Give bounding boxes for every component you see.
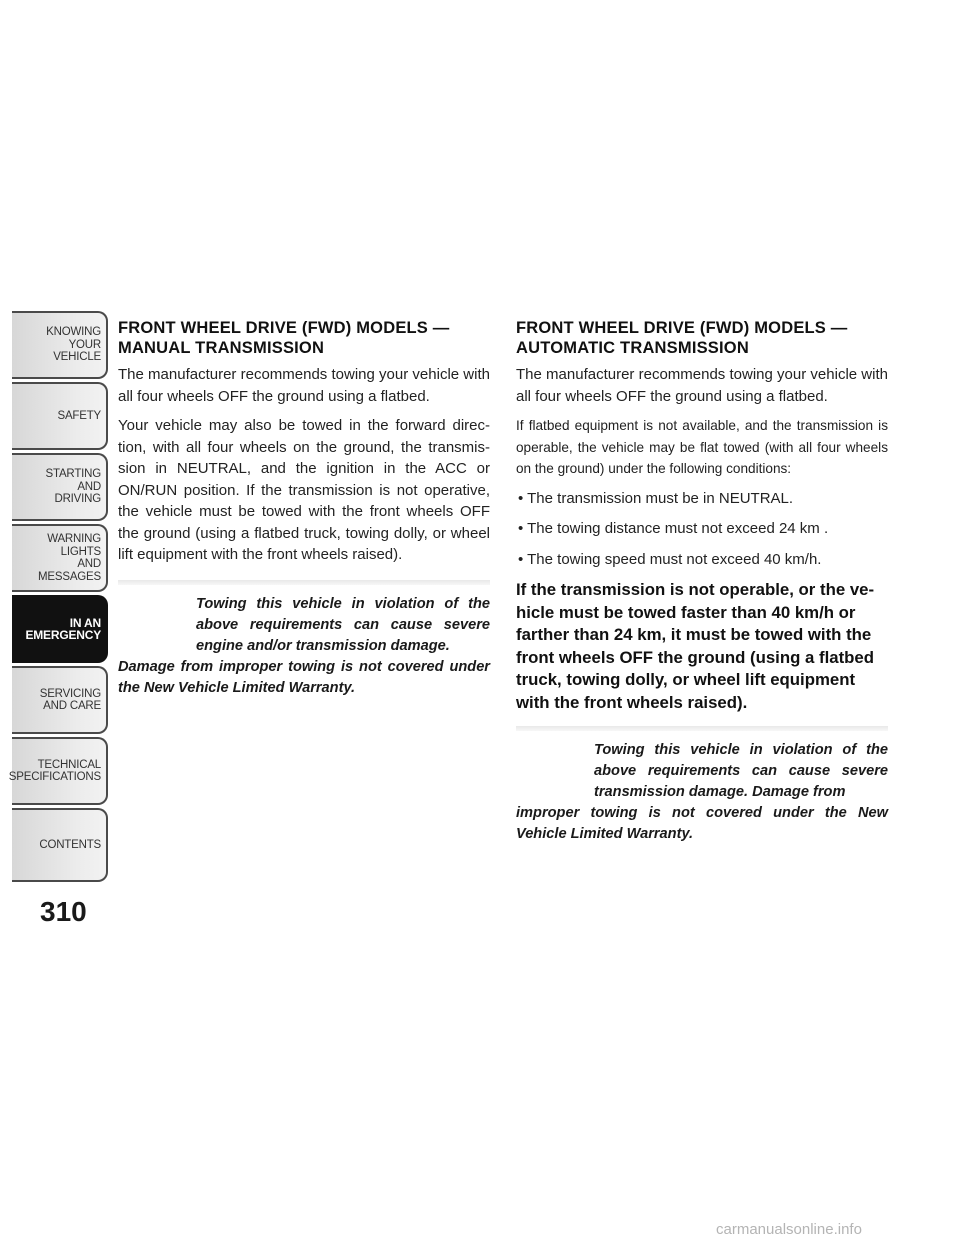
tab-servicing-and-care[interactable]	[12, 666, 108, 734]
warning-text	[118, 594, 490, 699]
right-column	[516, 318, 888, 845]
body-paragraph: The manufacturer recommends towing your vehicle with all four wheels OFF the ground using a flatbed.	[118, 366, 490, 405]
warning-lead: Towing this vehicle in violation of the above requirements can cause severe transmission damage. Damage from	[594, 742, 888, 800]
body-paragraph: If flatbed equipment is not available, and the transmission is operable, the vehicle may be flat towed (with all four wheels on the ground) under the following conditions:	[516, 418, 888, 476]
tab-knowing-your-vehicle[interactable]	[12, 311, 108, 379]
body-paragraph: The manufacturer recommends towing your vehicle with all four wheels OFF the ground using a flatbed.	[516, 366, 888, 405]
warning-rest: improper towing is not covered under the New Vehicle Limited Warranty.	[516, 805, 888, 842]
tab-label: STARTING AND DRIVING	[45, 468, 101, 506]
tab-label: SERVICING AND CARE	[39, 687, 101, 712]
tab-safety[interactable]	[12, 382, 108, 450]
section-heading: FRONT WHEEL DRIVE (FWD) MODELS — MANUAL TRANSMISSION	[118, 319, 450, 357]
tab-label: SAFETY	[57, 409, 101, 422]
warning-bar	[516, 726, 888, 731]
list-item: • The towing speed must not exceed 40 km/h.	[518, 550, 822, 568]
section-heading: FRONT WHEEL DRIVE (FWD) MODELS — AUTOMATIC TRANSMISSION	[516, 319, 848, 357]
list-item: • The towing distance must not exceed 24 km .	[518, 520, 829, 537]
warning-text	[516, 740, 888, 845]
tab-in-an-emergency[interactable]	[12, 595, 108, 663]
tab-technical-specifications[interactable]	[8, 737, 108, 805]
warning-lead: Towing this vehicle in violation of the above requirements can cause severe engine and/or transmission damage.	[196, 595, 490, 654]
body-paragraph: Your vehicle may also be towed in the forward direc-tion, with all four wheels on the ground, the transmis-sion in NEUTRAL, and the ignition in the ACC or ON/RUN position. If the transmission is not operative, the vehicle must be towed with the front wheels OFF the ground (using a flatbed truck, towing dolly, or wheel lift equipment with the front wheels raised).	[118, 417, 490, 563]
chapter-tabs	[8, 311, 108, 885]
watermark: carmanualsonline.info	[716, 1221, 862, 1238]
tab-label: TECHNICAL SPECIFICATIONS	[8, 758, 101, 783]
tab-label: CONTENTS	[39, 838, 101, 851]
warning-box	[516, 726, 888, 845]
tab-label: IN AN EMERGENCY	[25, 615, 101, 642]
warning-box	[118, 580, 490, 699]
tab-warning-lights-and-messages[interactable]	[12, 524, 108, 592]
tab-label: KNOWING YOUR VEHICLE	[46, 326, 101, 364]
emphasis-paragraph: If the transmission is not operable, or the ve-hicle must be towed faster than 40 km/h or farther than 24 km, it must be towed with the front wheels OFF the ground (using a flatbed truck, towing dolly, or wheel lift equipment with the front wheels raised).	[516, 580, 875, 712]
page-number: 310	[40, 896, 87, 927]
tab-starting-and-driving[interactable]	[12, 453, 108, 521]
tab-contents[interactable]	[12, 808, 108, 882]
warning-bar	[118, 580, 490, 585]
list-item: • The transmission must be in NEUTRAL.	[518, 489, 794, 507]
left-column	[118, 318, 490, 699]
conditions-list	[516, 488, 888, 571]
warning-rest: Damage from improper towing is not covered under the New Vehicle Limited Warranty.	[118, 658, 490, 696]
tab-label: WARNING LIGHTS AND MESSAGES	[38, 533, 101, 583]
